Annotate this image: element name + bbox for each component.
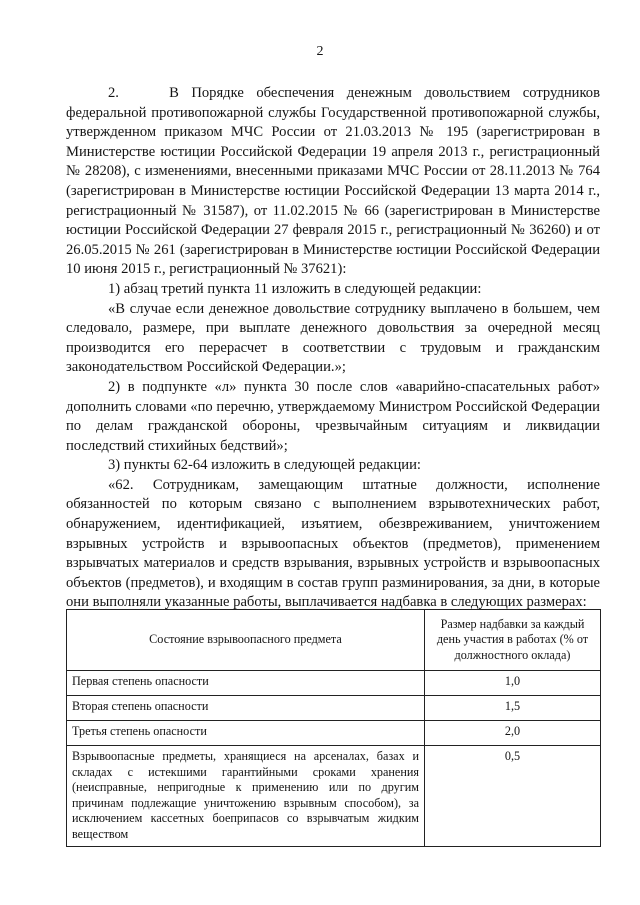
table-header-state: Состояние взрывоопасного предмета (67, 610, 425, 671)
table-cell-state: Взрывоопасные предметы, хранящиеся на арсеналах, базах и складах с истекшими гарантийными сроками хранения (неисправные, непригодные к применению или по другим причинам подлежащие уничтожению взрывным способом), за исключением кассетных боеприпасов со взрывчатым жидким веществом (67, 746, 425, 847)
paragraph-subitem-3: 3) пункты 62-64 изложить в следующей редакции: (108, 457, 421, 474)
table-row (67, 696, 601, 721)
table-cell-rate: 1,5 (425, 696, 601, 721)
paragraph-subitem-1: 1) абзац третий пункта 11 изложить в следующей редакции: (108, 280, 482, 297)
table-header-rate: Размер надбавки за каждый день участия в работах (% от должностного оклада) (425, 610, 601, 671)
table-cell-rate: 2,0 (425, 721, 601, 746)
table-cell-state: Вторая степень опасности (67, 696, 425, 721)
allowance-table-container (66, 609, 601, 847)
paragraph-item-62: «62. Сотрудникам, замещающим штатные должности, исполнение обязанностей по которым связано с выполнением взрывотехнических работ, обнаружением, идентификацией, изъятием, обезвреживанием, уничтожением взрывных устройств и взрывоопасных объектов (предметов), применением взрывчатых материалов и средств взрывания, взрывных устройств и взрывоопасных объектов (предметов), и входящим в состав групп разминирования, за дни, в которые они выполняли указанные работы, выплачивается надбавка в следующих размерах: (66, 476, 600, 611)
table-row (67, 671, 601, 696)
table-cell-state: Первая степень опасности (67, 671, 425, 696)
allowance-table (66, 609, 601, 847)
paragraph-item-2-intro: 2. В Порядке обеспечения денежным довольствием сотрудников федеральной противопожарной службы Государственной противопожарной службы, утвержденном приказом МЧС России от 21.03.2013 № 195 (зарегистрирован в Министерстве юстиции Российской Федерации 19 апреля 2013 г., регистрационный № 28208), с изменениями, внесенными приказами МЧС России от 28.11.2013 № 764 (зарегистрирован в Министерстве юстиции Российской Федерации 13 марта 2014 г., регистрационный № 31587), от 11.02.2015 № 66 (зарегистрирован в Министерстве юстиции Российской Федерации 27 февраля 2015 г., регистрационный № 36260) и от 26.05.2015 № 261 (зарегистрирован в Министерстве юстиции Российской Федерации 10 июня 2015 г., регистрационный № 37621): (66, 85, 600, 278)
document-body (66, 84, 600, 613)
table-header-row (67, 610, 601, 671)
paragraph-subitem-2: 2) в подпункте «л» пункта 30 после слов «аварийно-спасательных работ» дополнить словами «по перечню, утверждаемому Министром Российской Федерации по делам гражданской обороны, чрезвычайным ситуациям и ликвидации последствий стихийных бедствий»; (66, 378, 600, 454)
table-row (67, 746, 601, 847)
paragraph-quote-1: «В случае если денежное довольствие сотруднику выплачено в большем, чем следовало, размере, при выплате денежного довольствия за очередной месяц производится его перерасчет в соответствии с трудовым и гражданским законодательством Российской Федерации.»; (66, 300, 600, 376)
table-cell-rate: 1,0 (425, 671, 601, 696)
page-number: 2 (316, 44, 324, 59)
table-cell-rate: 0,5 (425, 746, 601, 847)
table-cell-state: Третья степень опасности (67, 721, 425, 746)
table-row (67, 721, 601, 746)
